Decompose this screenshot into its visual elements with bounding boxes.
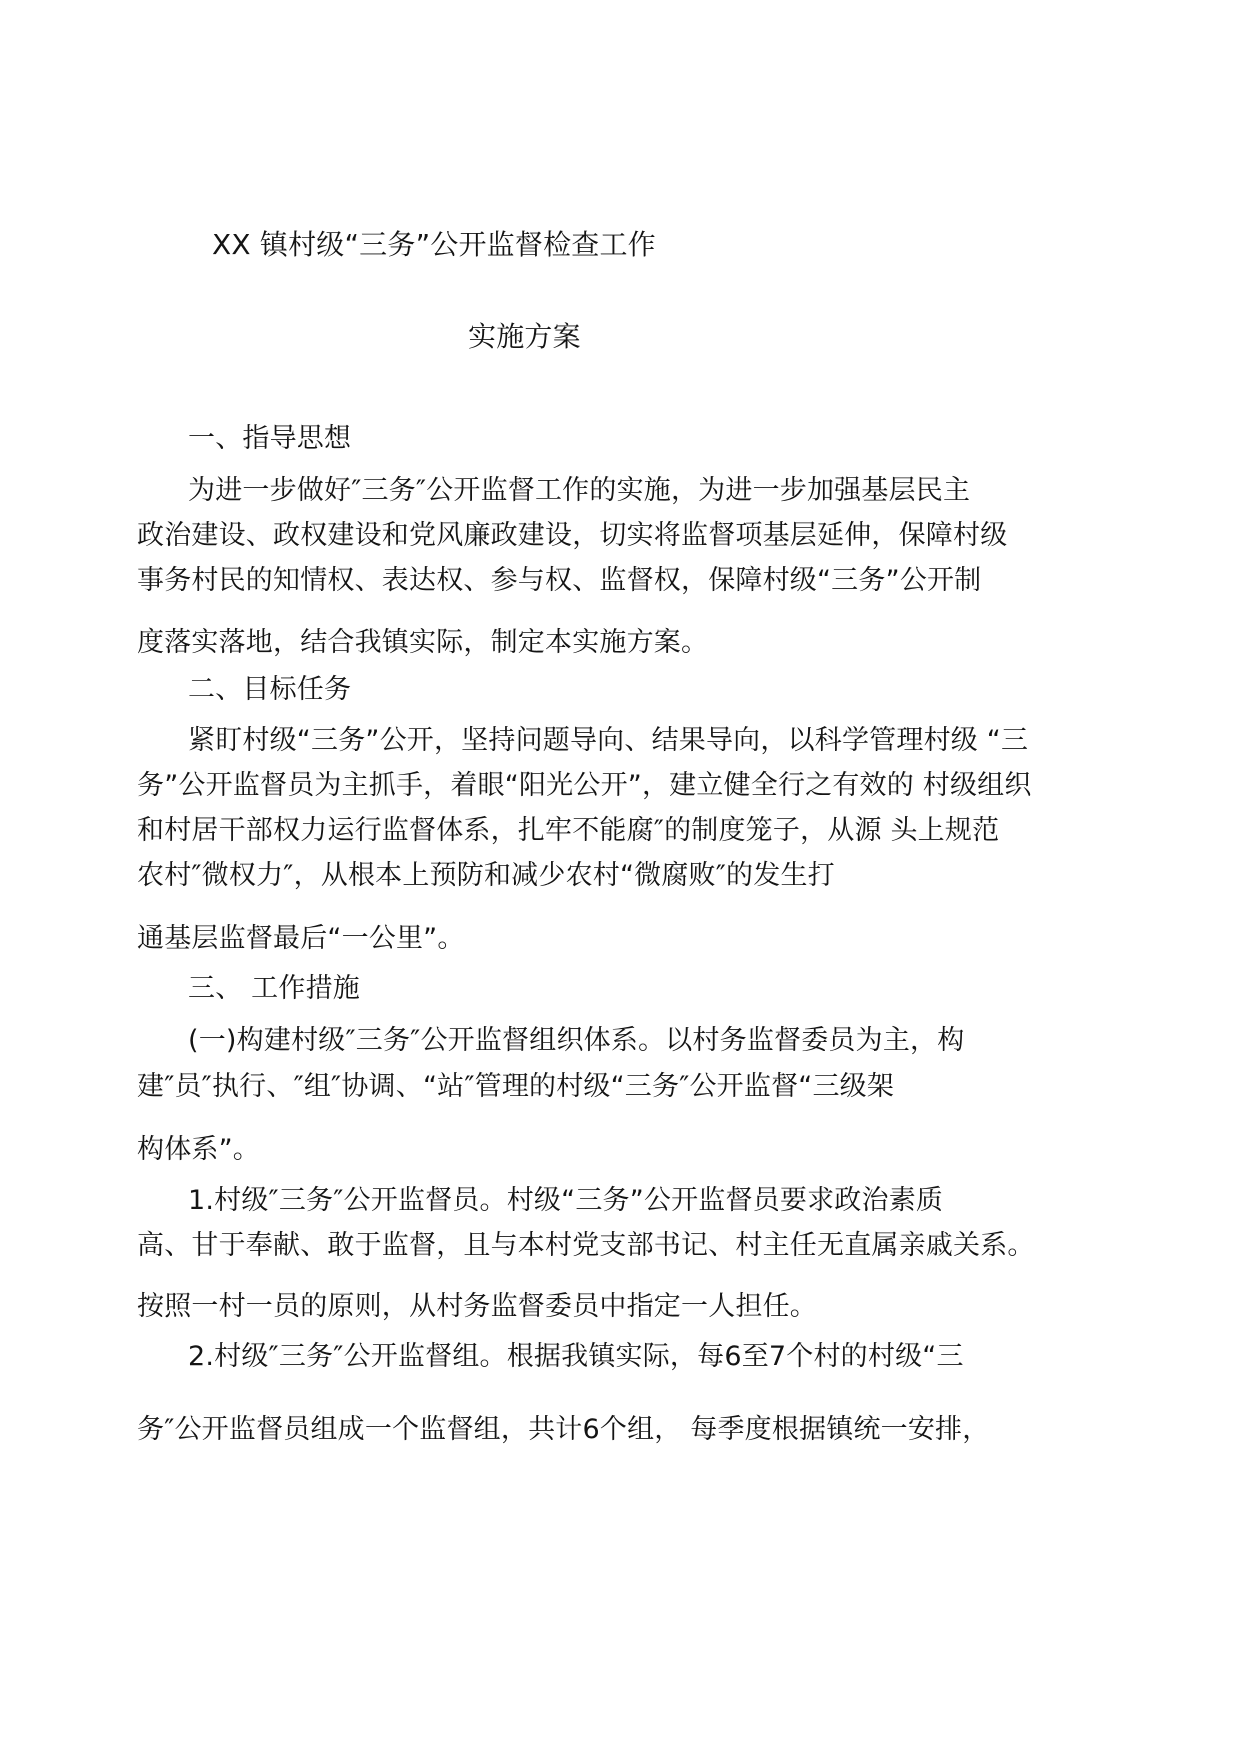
paragraph-line: 1.村级″三务″公开监督员。村级“三务”公开监督员要求政治素质 <box>188 1185 944 1216</box>
paragraph-line: 通基层监督最后“一公里”。 <box>137 923 465 954</box>
document-title-line1: XX 镇村级“三务”公开监督检查工作 <box>212 228 656 261</box>
section-heading-work-measures: 三、 工作措施 <box>188 973 360 1004</box>
paragraph-line: 2.村级″三务″公开监督组。根据我镇实际，每6至7个村的村级“三 <box>188 1341 964 1372</box>
paragraph-line: 务”公开监督员为主抓手，着眼“阳光公开”，建立健全行之有效的 村级组织 <box>137 770 1032 801</box>
paragraph-line: 度落实落地，结合我镇实际，制定本实施方案。 <box>137 627 709 658</box>
paragraph-line: 建″员″执行、″组″协调、“站″管理的村级“三务″公开监督“三级架 <box>137 1071 895 1102</box>
paragraph-line: 和村居干部权力运行监督体系，扎牢不能腐″的制度笼子，从源 头上规范 <box>137 815 1000 846</box>
paragraph-line: 构体系”。 <box>137 1134 260 1165</box>
paragraph-line: (一)构建村级″三务″公开监督组织体系。以村务监督委员为主，构 <box>188 1025 965 1056</box>
section-heading-goals-tasks: 二、目标任务 <box>188 674 352 705</box>
paragraph-line: 政治建设、政权建设和党风廉政建设，切实将监督项基层延伸，保障村级 <box>137 520 1008 551</box>
paragraph-line: 为进一步做好″三务″公开监督工作的实施，为进一步加强基层民主 <box>188 475 971 506</box>
paragraph-line: 事务村民的知情权、表达权、参与权、监督权，保障村级“三务”公开制 <box>137 565 982 596</box>
paragraph-line: 高、甘于奉献、敢于监督，且与本村党支部书记、村主任无直属亲戚关系。 <box>137 1230 1035 1261</box>
document-title-line2: 实施方案 <box>468 320 581 353</box>
paragraph-line: 按照一村一员的原则，从村务监督委员中指定一人担任。 <box>137 1291 817 1322</box>
paragraph-line: 农村″微权力″，从根本上预防和减少农村“微腐败″的发生打 <box>137 860 835 891</box>
paragraph-line: 务″公开监督员组成一个监督组，共计6个组， 每季度根据镇统一安排， <box>137 1414 990 1445</box>
paragraph-line: 紧盯村级“三务”公开，坚持问题导向、结果导向，以科学管理村级 “三 <box>188 725 1029 756</box>
section-heading-guiding-ideology: 一、指导思想 <box>188 423 352 454</box>
